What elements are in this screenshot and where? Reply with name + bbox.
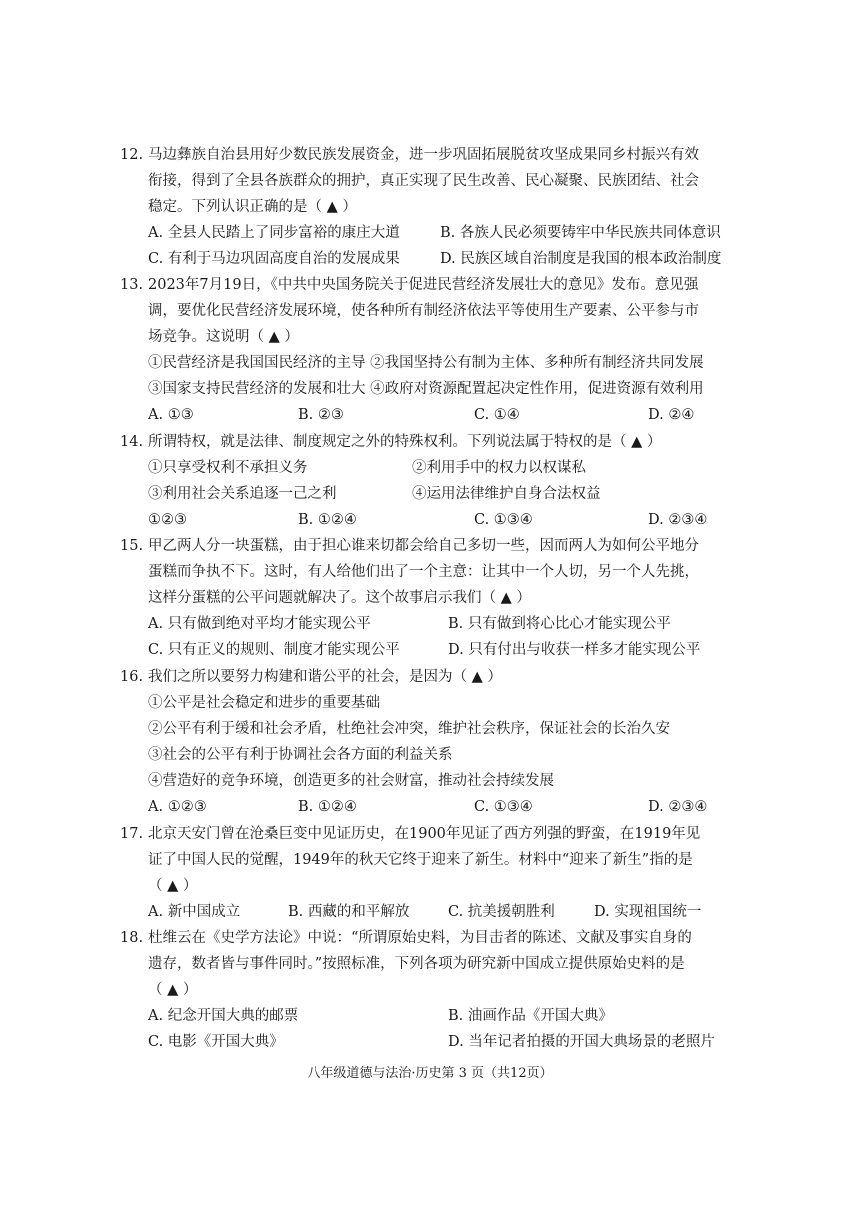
option-a[interactable]: A. 新中国成立 <box>148 904 241 920</box>
question-stem <box>148 925 760 1003</box>
stem-line: 这样分蛋糕的公平问题就解决了。这个故事启示我们（ ▲ ） <box>148 590 531 606</box>
option-c[interactable]: C. ①④ <box>474 407 520 423</box>
question-number: 16. <box>120 669 144 685</box>
stem-line: 甲乙两人分一块蛋糕，由于担心谁来切都会给自己多切一些，因而两人为如何公平地分 <box>148 538 699 554</box>
question-16 <box>120 664 760 820</box>
option-d[interactable]: D. ②④ <box>648 407 695 423</box>
question-18 <box>120 925 760 1055</box>
option-b[interactable]: B. ①②④ <box>298 799 357 815</box>
stem-line: 衔接，得到了全县各族群众的拥护，真正实现了民生改善、民心凝聚、民族团结、社会 <box>148 173 699 189</box>
stem-line: 稳定。下列认识正确的是（ ▲ ） <box>148 199 357 215</box>
question-17 <box>120 821 760 925</box>
question-15 <box>120 533 760 663</box>
option-c[interactable]: C. 有利于马边巩固高度自治的发展成果 <box>148 251 400 267</box>
option-a[interactable]: A. ①②③ <box>148 799 207 815</box>
statement: ①公平是社会稳定和进步的重要基础 <box>148 695 380 711</box>
option-d[interactable]: D. 民族区域自治制度是我国的根本政治制度 <box>440 251 722 267</box>
options-row <box>148 402 760 428</box>
option-d[interactable]: D. 只有付出与收获一样多才能实现公平 <box>448 642 701 658</box>
statement: ②利用手中的权力以权谋私 <box>412 460 586 476</box>
stem-line: 遗存，数者皆与事件同时。”按照标准，下列各项为研究新中国成立提供原始史料的是 <box>148 956 685 972</box>
question-stem <box>148 272 760 350</box>
question-number: 14. <box>120 434 144 450</box>
option-b[interactable]: B. ①②④ <box>298 512 357 528</box>
statements-row <box>148 481 760 507</box>
options-row <box>148 637 760 663</box>
option-b[interactable]: B. 各族人民必须要铸牢中华民族共同体意识 <box>440 225 721 241</box>
option-b[interactable]: B. ②③ <box>298 407 344 423</box>
statement: ③国家支持民营经济的发展和壮大 ④政府对资源配置起决定性作用，促进资源有效利用 <box>148 381 704 397</box>
stem-line: 我们之所以要努力构建和谐公平的社会，是因为（ ▲ ） <box>148 669 502 685</box>
option-d[interactable]: D. 实现祖国统一 <box>594 904 702 920</box>
question-stem <box>148 533 760 611</box>
option-c[interactable]: C. 只有正义的规则、制度才能实现公平 <box>148 642 400 658</box>
stem-line: 北京天安门曾在沧桑巨变中见证历史，在1900年见证了西方列强的野蛮，在1919年见 <box>148 826 701 842</box>
stem-line: 所谓特权，就是法律、制度规定之外的特殊权利。下列说法属于特权的是（ ▲ ） <box>148 434 662 450</box>
question-stem <box>148 142 760 220</box>
option-d[interactable]: D. ②③④ <box>648 512 708 528</box>
question-number: 12. <box>120 147 144 163</box>
statements-row <box>148 455 760 481</box>
options-row <box>148 1029 760 1055</box>
statement: ③利用社会关系追逐一己之利 <box>148 486 337 502</box>
options-row <box>148 1003 760 1029</box>
question-number: 13. <box>120 277 144 293</box>
options-row <box>148 246 760 272</box>
page-footer: 八年级道德与法治·历史第 3 页（共12页） <box>307 1066 553 1081</box>
statement: ③社会的公平有利于协调社会各方面的利益关系 <box>148 747 453 763</box>
options-row <box>148 794 760 820</box>
question-number: 15. <box>120 538 144 554</box>
statement: ①只享受权利不承担义务 <box>148 460 308 476</box>
question-12 <box>120 142 760 272</box>
stem-line: 杜维云在《史学方法论》中说：“所谓原始史料，为目击者的陈述、文献及事实自身的 <box>148 930 692 946</box>
option-c[interactable]: C. ①③④ <box>474 799 533 815</box>
stem-line: 马边彝族自治县用好少数民族发展资金，进一步巩固拓展脱贫攻坚成果同乡村振兴有效 <box>148 147 699 163</box>
statement: ②公平有利于缓和社会矛盾，杜绝社会冲突，维护社会秩序，保证社会的长治久安 <box>148 721 670 737</box>
options-row <box>148 611 760 637</box>
option-c[interactable]: C. 电影《开国大典》 <box>148 1034 284 1050</box>
stem-line: 2023年7月19日，《中共中央国务院关于促进民营经济发展壮大的意见》发布。意见强 <box>148 277 699 293</box>
option-d[interactable]: D. 当年记者拍摄的开国大典场景的老照片 <box>448 1034 715 1050</box>
stem-line: （ ▲ ） <box>148 878 198 894</box>
question-stem <box>148 429 760 455</box>
option-d[interactable]: D. ②③④ <box>648 799 708 815</box>
options-row <box>148 899 760 925</box>
option-a[interactable]: A. 纪念开国大典的邮票 <box>148 1008 299 1024</box>
question-14 <box>120 429 760 533</box>
stem-line: 蛋糕而争执不下。这时，有人给他们出了一个主意：让其中一个人切，另一个人先挑， <box>148 564 699 580</box>
options-row <box>148 220 760 246</box>
statement: ④营造好的竞争环境，创造更多的社会财富，推动社会持续发展 <box>148 773 554 789</box>
question-number: 18. <box>120 930 144 946</box>
option-a[interactable]: A. ①③ <box>148 407 194 423</box>
stem-line: （ ▲ ） <box>148 982 198 998</box>
stem-line: 场竞争。这说明（ ▲ ） <box>148 329 299 345</box>
options-row <box>148 507 760 533</box>
option-c[interactable]: C. ①③④ <box>474 512 533 528</box>
option-a[interactable]: A. 只有做到绝对平均才能实现公平 <box>148 616 371 632</box>
stem-line: 调，要优化民营经济发展环境，使各种所有制经济依法平等使用生产要素、公平参与市 <box>148 303 699 319</box>
stem-line: 证了中国人民的觉醒，1949年的秋天它终于迎来了新生。材料中“迎来了新生”指的是 <box>148 852 693 868</box>
option-c[interactable]: C. 抗美援朝胜利 <box>448 904 555 920</box>
option-b[interactable]: B. 西藏的和平解放 <box>288 904 410 920</box>
question-13 <box>120 272 760 428</box>
option-b[interactable]: B. 油画作品《开国大典》 <box>448 1008 613 1024</box>
statement: ①民营经济是我国国民经济的主导 ②我国坚持公有制为主体、多种所有制经济共同发展 <box>148 355 704 371</box>
statement: ④运用法律维护自身合法权益 <box>412 486 601 502</box>
option-a[interactable]: ①②③ <box>148 512 187 528</box>
question-number: 17. <box>120 826 144 842</box>
question-stem <box>148 664 760 690</box>
option-a[interactable]: A. 全县人民踏上了同步富裕的康庄大道 <box>148 225 400 241</box>
option-b[interactable]: B. 只有做到将心比心才能实现公平 <box>448 616 671 632</box>
question-stem <box>148 821 760 899</box>
